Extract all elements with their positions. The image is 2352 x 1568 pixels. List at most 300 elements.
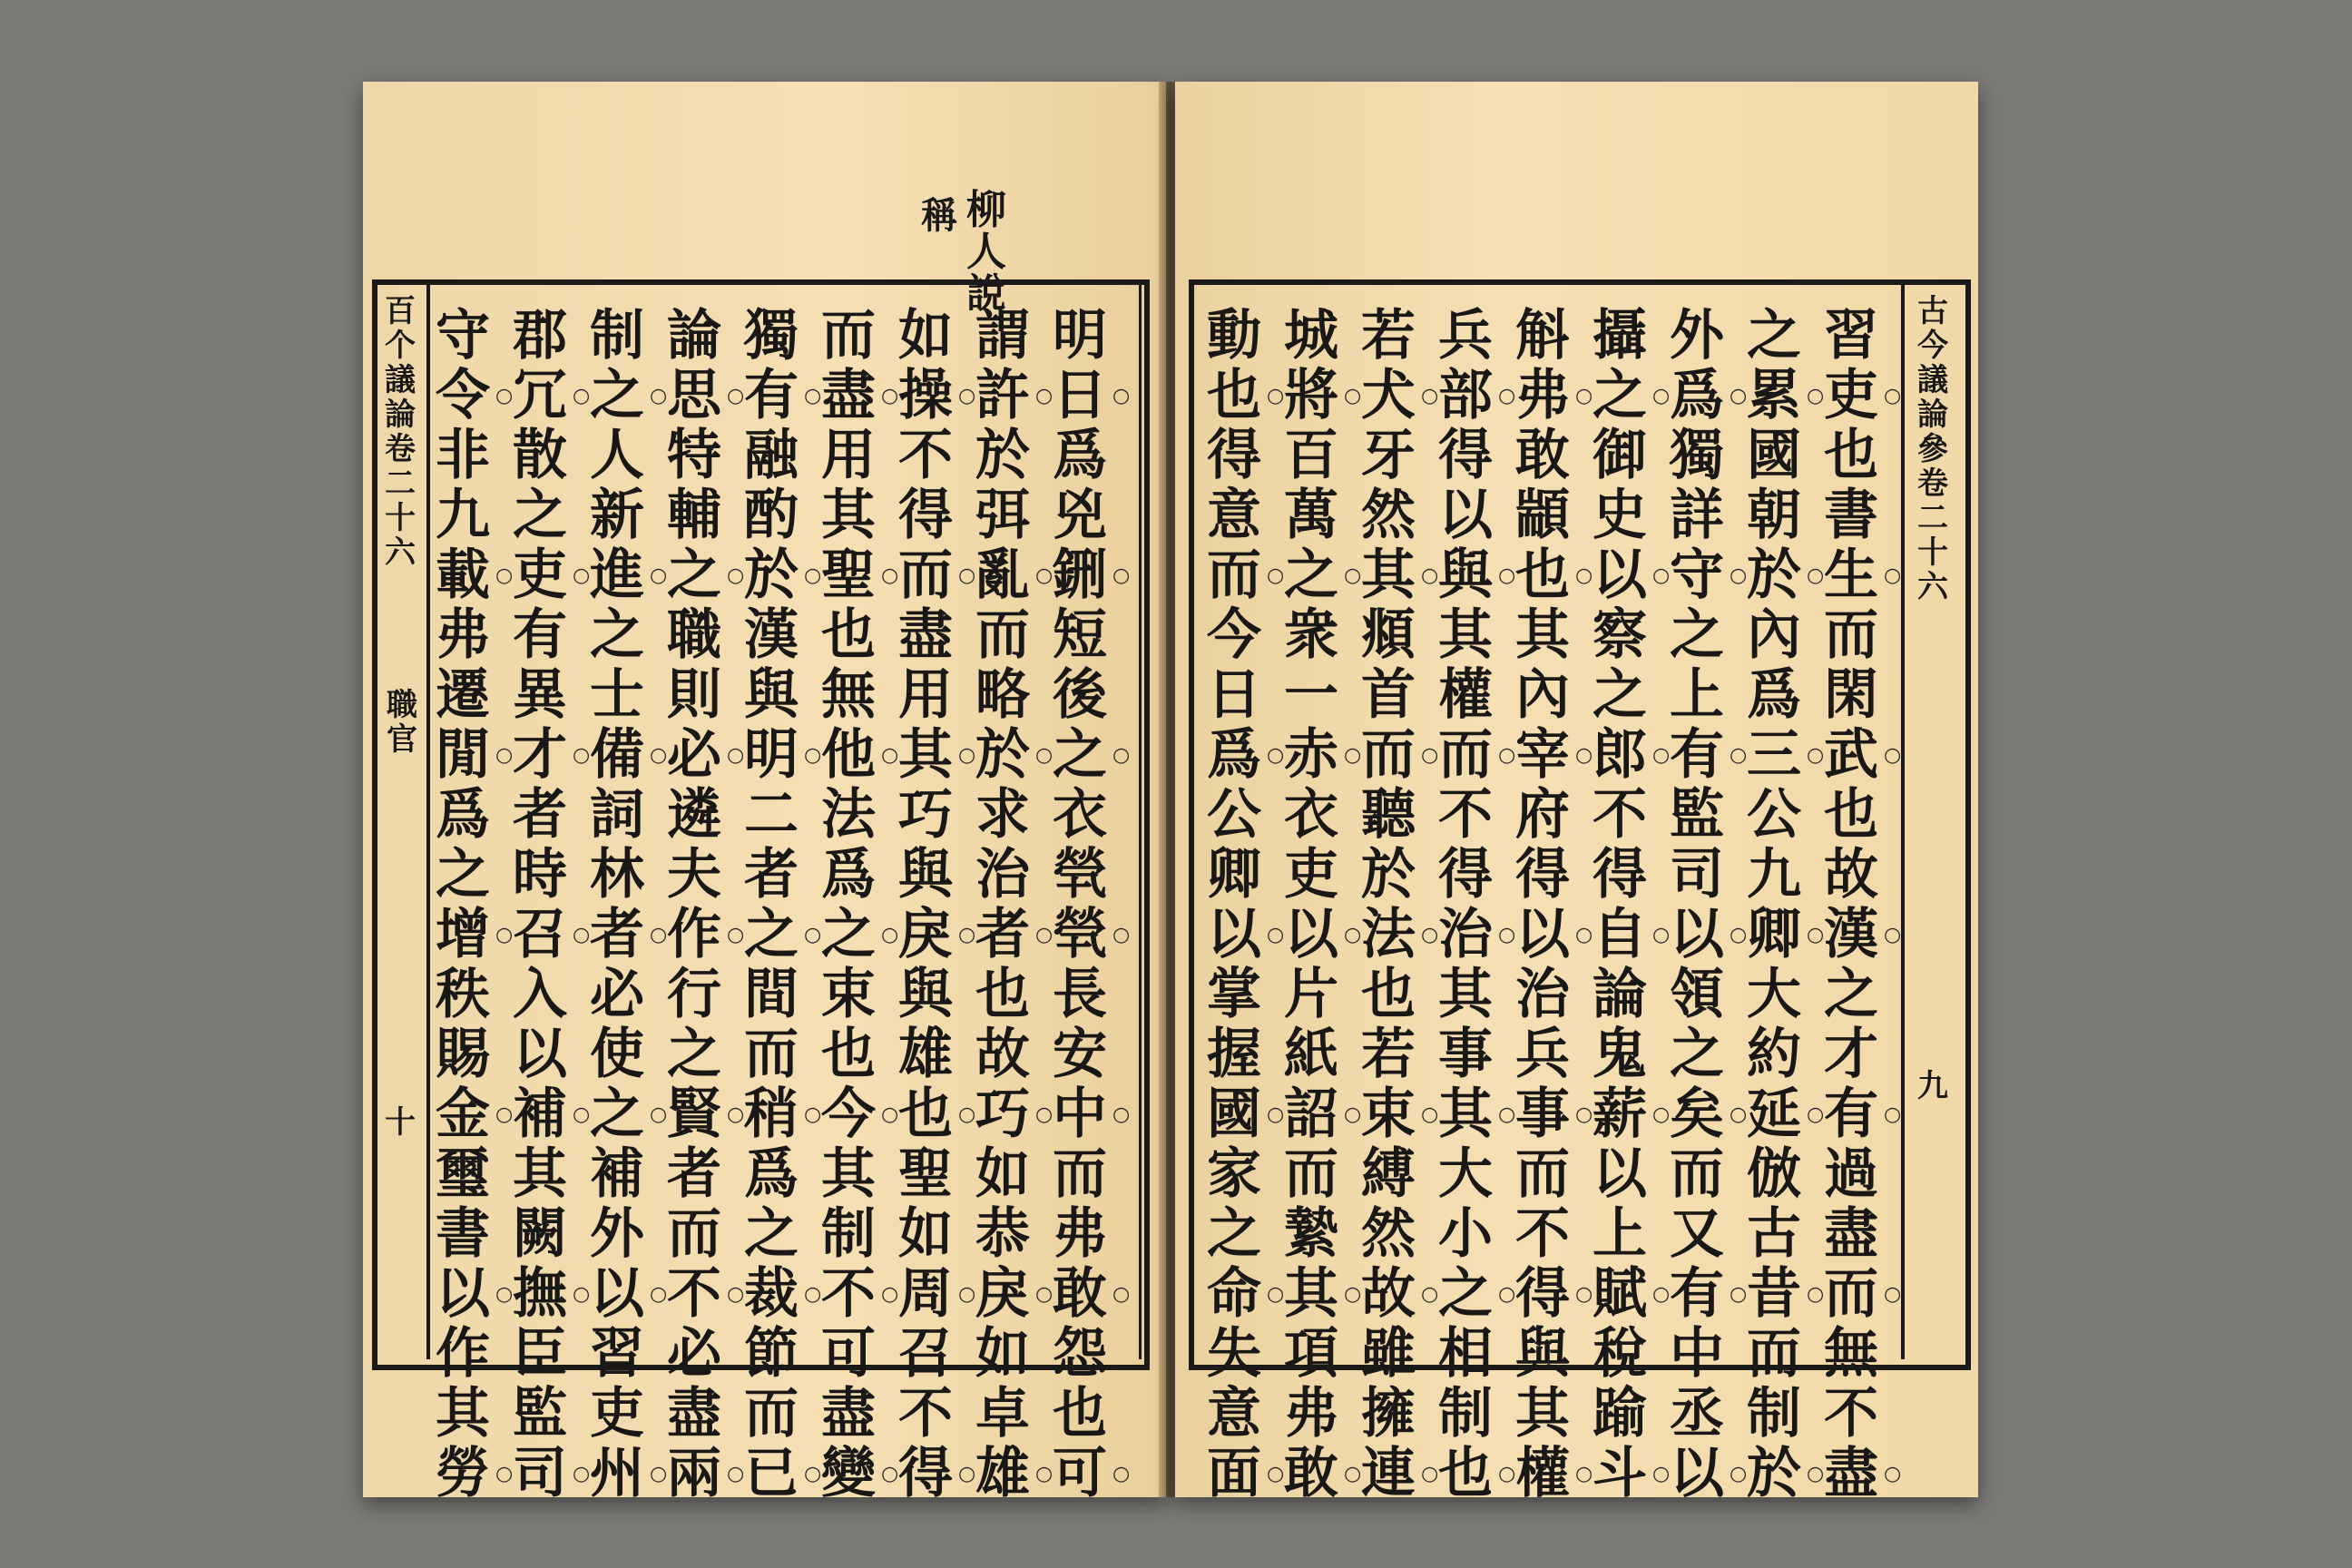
left-text-column-char: 作	[436, 1322, 490, 1386]
left-text-column-char: 載	[436, 544, 490, 607]
left-text-column-char: 間	[744, 963, 799, 1026]
right-text-column-char: 宰	[1515, 723, 1570, 787]
right-text-column-char: 盡	[1824, 1442, 1878, 1505]
right-text-column-char: 首	[1361, 663, 1416, 727]
left-text-column-5	[744, 304, 799, 1506]
left-text-marks-7: ○ ○ ○ ○ ○ ○ ○	[650, 385, 668, 1485]
right-text-column-char: 制	[1747, 1382, 1801, 1446]
right-text-column-char: 爲	[1670, 364, 1724, 427]
left-text-column-char: 散	[513, 424, 567, 487]
right-text-column-char: 書	[1824, 484, 1878, 547]
right-text-column-char: 之	[1592, 663, 1647, 727]
left-text-column-char: 而	[667, 1202, 721, 1266]
left-text-column-char: 後	[1053, 663, 1107, 727]
left-text-column-char: 備	[590, 723, 644, 787]
right-text-column-char: 權	[1438, 663, 1493, 727]
right-text-column-char: 動	[1207, 304, 1261, 368]
right-text-column-char: 九	[1747, 843, 1801, 906]
right-text-column-char: 而	[1670, 1142, 1724, 1206]
right-text-column-char: 御	[1592, 424, 1647, 487]
right-text-column-char: 之	[1207, 1202, 1261, 1266]
right-text-column-char: 故	[1824, 843, 1878, 906]
left-text-column-char: 爲	[436, 783, 490, 847]
left-text-column-char: 長	[1053, 963, 1107, 1026]
left-text-column-char: 雄	[898, 1023, 953, 1086]
left-text-column-char: 人	[590, 424, 644, 487]
right-text-column-char: 詔	[1284, 1083, 1338, 1146]
left-text-column-char: 才	[513, 723, 567, 787]
right-text-column-char: 而	[1284, 1142, 1338, 1206]
right-text-column-char: 薪	[1592, 1083, 1647, 1146]
left-text-column-char: 之	[744, 1202, 799, 1266]
right-margin-label-char: 論	[1917, 397, 1948, 433]
right-text-column-char: 上	[1670, 663, 1724, 727]
left-text-column-char: 特	[667, 424, 721, 487]
left-text-column-char: 如	[975, 1142, 1030, 1206]
left-margin-label	[385, 293, 416, 572]
right-text-column-char: 項	[1284, 1322, 1338, 1386]
left-text-column-char: 敢	[1053, 1262, 1107, 1326]
right-text-column-char: 過	[1824, 1142, 1878, 1206]
right-text-column-char: 部	[1438, 364, 1493, 427]
left-text-column-char: 異	[513, 663, 567, 727]
right-text-column-char: 中	[1670, 1322, 1724, 1386]
left-text-column-2	[975, 304, 1030, 1506]
left-text-column-char: 之	[821, 903, 876, 966]
right-text-column-char: 其	[1361, 544, 1416, 607]
left-text-column-char: 臣	[513, 1322, 567, 1386]
left-text-column-char: 召	[513, 903, 567, 966]
left-margin-label-char: 論	[385, 397, 416, 433]
right-text-column-char: 於	[1747, 544, 1801, 607]
left-text-column-char: 節	[744, 1322, 799, 1386]
right-text-column-char: 面	[1207, 1442, 1261, 1505]
left-text-column-char: 與	[898, 963, 953, 1026]
right-text-column-2	[1747, 304, 1801, 1506]
left-text-column-char: 必	[590, 963, 644, 1026]
right-text-column-char: 於	[1747, 1442, 1801, 1505]
left-text-column-char: 也	[975, 963, 1030, 1026]
right-text-column-3	[1670, 304, 1724, 1506]
right-text-column-char: 若	[1361, 304, 1416, 368]
right-text-column-char: 詳	[1670, 484, 1724, 547]
left-text-column-char: 盡	[898, 603, 953, 667]
left-text-column-char: 之	[744, 903, 799, 966]
left-text-column-char: 可	[821, 1322, 876, 1386]
right-text-column-char: 大	[1747, 963, 1801, 1026]
left-text-column-char: 不	[821, 1262, 876, 1326]
right-text-column-char: 漢	[1824, 903, 1878, 966]
right-text-column-char: 以	[1284, 903, 1338, 966]
right-text-column-char: 而	[1824, 1262, 1878, 1326]
left-text-column-char: 戾	[898, 903, 953, 966]
left-text-column-char: 行	[667, 963, 721, 1026]
right-text-column-char: 吏	[1284, 843, 1338, 906]
left-text-column-char: 者	[513, 783, 567, 847]
left-text-marks-4: ○ ○ ○ ○ ○ ○ ○	[881, 385, 899, 1485]
left-text-column-char: 必	[667, 1322, 721, 1386]
left-text-column-char: 召	[898, 1322, 953, 1386]
left-text-column-char: 者	[975, 903, 1030, 966]
right-text-column-char: 兵	[1515, 1023, 1570, 1086]
right-text-column-7	[1361, 304, 1416, 1506]
right-text-column-char: 斗	[1592, 1442, 1647, 1505]
right-text-column-char: 制	[1438, 1382, 1493, 1446]
right-text-marks-4: ○ ○ ○ ○ ○ ○ ○	[1652, 385, 1671, 1485]
right-text-column-char: 其	[1515, 1382, 1570, 1446]
right-text-column-char: 不	[1824, 1382, 1878, 1446]
right-text-column-char: 於	[1361, 843, 1416, 906]
right-margin-page-number-char: 九	[1917, 1068, 1948, 1104]
right-text-column-char: 日	[1207, 663, 1261, 727]
left-heading-col-1-char: 說	[966, 270, 1006, 317]
left-text-column-char: 冗	[513, 364, 567, 427]
left-text-column-char: 中	[1053, 1083, 1107, 1146]
right-margin-label-char: 參	[1917, 431, 1948, 467]
right-text-column-char: 弗	[1515, 364, 1570, 427]
left-text-column-4	[821, 304, 876, 1506]
left-text-column-char: 之	[436, 843, 490, 906]
left-text-column-char: 璽	[436, 1142, 490, 1206]
right-text-column-char: 以	[1207, 903, 1261, 966]
left-text-column-char: 明	[744, 723, 799, 787]
right-text-column-char: 家	[1207, 1142, 1261, 1206]
left-text-column-char: 士	[590, 663, 644, 727]
left-text-column-char: 書	[436, 1202, 490, 1266]
left-text-column-char: 新	[590, 484, 644, 547]
right-text-column-char: 又	[1670, 1202, 1724, 1266]
right-text-column-char: 史	[1592, 484, 1647, 547]
right-text-column-char: 將	[1284, 364, 1338, 427]
left-text-column-char: 輔	[667, 484, 721, 547]
left-text-column-char: 作	[667, 903, 721, 966]
left-text-column-char: 必	[667, 723, 721, 787]
right-text-column-char: 監	[1670, 783, 1724, 847]
left-text-column-char: 酌	[744, 484, 799, 547]
left-text-column-char: 用	[821, 424, 876, 487]
right-text-column-char: 倣	[1747, 1142, 1801, 1206]
left-text-column-char: 增	[436, 903, 490, 966]
left-text-column-char: 之	[590, 1083, 644, 1146]
right-text-column-char: 也	[1207, 364, 1261, 427]
right-text-column-char: 武	[1824, 723, 1878, 787]
left-text-column-char: 使	[590, 1023, 644, 1086]
left-text-column-char: 卓	[975, 1382, 1030, 1446]
left-text-column-char: 秩	[436, 963, 490, 1026]
right-text-column-char: 習	[1824, 304, 1878, 368]
left-text-column-char: 郡	[513, 304, 567, 368]
right-text-column-char: 爲	[1207, 723, 1261, 787]
right-text-column-char: 延	[1747, 1083, 1801, 1146]
left-text-column-char: 賜	[436, 1023, 490, 1086]
right-text-column-char: 犬	[1361, 364, 1416, 427]
right-text-column-char: 得	[1515, 1262, 1570, 1326]
right-text-column-char: 握	[1207, 1023, 1261, 1086]
left-text-column-char: 之	[590, 603, 644, 667]
left-text-column-char: 變	[821, 1442, 876, 1505]
left-text-column-char: 亂	[975, 544, 1030, 607]
left-text-column-char: 略	[975, 663, 1030, 727]
right-text-column-char: 之	[1670, 1023, 1724, 1086]
left-text-column-char: 二	[744, 783, 799, 847]
right-text-column-char: 擁	[1361, 1382, 1416, 1446]
left-text-column-char: 有	[744, 364, 799, 427]
right-text-column-char: 衆	[1284, 603, 1338, 667]
right-text-column-char: 有	[1824, 1083, 1878, 1146]
left-text-column-char: 其	[436, 1382, 490, 1446]
right-text-column-char: 卿	[1747, 903, 1801, 966]
right-text-column-char: 而	[1207, 544, 1261, 607]
left-text-column-char: 雄	[975, 1442, 1030, 1505]
left-text-column-char: 時	[513, 843, 567, 906]
left-text-column-char: 補	[590, 1142, 644, 1206]
right-text-column-char: 矣	[1670, 1083, 1724, 1146]
left-text-column-char: 盡	[821, 364, 876, 427]
right-text-column-char: 意	[1207, 1382, 1261, 1446]
left-text-column-char: 爲	[744, 1142, 799, 1206]
right-text-column-char: 內	[1747, 603, 1801, 667]
right-text-column-char: 無	[1824, 1322, 1878, 1386]
left-margin-sub	[387, 687, 417, 759]
left-text-column-char: 無	[821, 663, 876, 727]
left-text-column-char: 兩	[667, 1442, 721, 1505]
left-text-column-char: 也	[898, 1083, 953, 1146]
right-text-column-char: 命	[1207, 1262, 1261, 1326]
left-text-column-char: 他	[821, 723, 876, 787]
left-text-column-char: 於	[975, 424, 1030, 487]
left-text-column-char: 周	[898, 1262, 953, 1326]
left-text-column-char: 而	[821, 304, 876, 368]
left-heading-col-2-char: 稱	[921, 194, 957, 237]
left-text-column-char: 其	[821, 484, 876, 547]
left-text-column-char: 怨	[1053, 1322, 1107, 1386]
right-text-marks-7: ○ ○ ○ ○ ○ ○ ○	[1421, 385, 1439, 1485]
left-text-column-char: 而	[1053, 1142, 1107, 1206]
right-margin-label-char: 議	[1917, 362, 1948, 398]
right-text-column-char: 弗	[1284, 1382, 1338, 1446]
right-text-column-char: 朝	[1747, 484, 1801, 547]
right-text-column-char: 而	[1438, 723, 1493, 787]
left-text-column-char: 也	[821, 603, 876, 667]
left-text-marks-6: ○ ○ ○ ○ ○ ○ ○	[727, 385, 745, 1485]
left-text-column-char: 如	[898, 1202, 953, 1266]
right-text-column-char: 而	[1824, 603, 1878, 667]
right-text-column-char: 大	[1438, 1142, 1493, 1206]
left-text-column-9	[436, 304, 490, 1506]
left-text-column-char: 爲	[821, 843, 876, 906]
left-text-column-char: 之	[590, 364, 644, 427]
book-spread	[363, 82, 1978, 1506]
left-text-column-char: 撫	[513, 1262, 567, 1326]
right-text-column-char: 以	[1592, 1142, 1647, 1206]
right-text-column-char: 縛	[1361, 1142, 1416, 1206]
right-text-column-char: 鬼	[1592, 1023, 1647, 1086]
left-text-column-char: 獨	[744, 304, 799, 368]
left-text-column-char: 謂	[975, 304, 1030, 368]
right-text-column-char: 賦	[1592, 1262, 1647, 1326]
right-text-column-char: 得	[1438, 843, 1493, 906]
left-frame-inner-line	[1139, 279, 1142, 1359]
left-text-column-char: 而	[898, 544, 953, 607]
left-text-column-7	[590, 304, 644, 1506]
right-margin-label-char: 二	[1917, 500, 1948, 536]
right-text-column-char: 領	[1670, 963, 1724, 1026]
right-text-marks-2: ○ ○ ○ ○ ○ ○ ○	[1807, 385, 1825, 1485]
left-text-column-char: 煢	[1053, 903, 1107, 966]
right-text-column-char: 得	[1438, 424, 1493, 487]
left-text-column-char: 以	[436, 1262, 490, 1326]
right-text-column-char: 赤	[1284, 723, 1338, 787]
left-text-column-char: 其	[513, 1142, 567, 1206]
right-text-column-char: 紙	[1284, 1023, 1338, 1086]
right-text-column-char: 昔	[1747, 1262, 1801, 1326]
right-text-column-char: 之	[1284, 544, 1338, 607]
left-text-column-char: 於	[744, 544, 799, 607]
right-text-column-char: 得	[1515, 843, 1570, 906]
right-text-column-char: 而	[1515, 1142, 1570, 1206]
right-text-column-char: 事	[1515, 1083, 1570, 1146]
right-margin-label-char: 六	[1917, 569, 1948, 605]
left-text-column-char: 而	[975, 603, 1030, 667]
right-text-column-4	[1592, 304, 1647, 1506]
right-text-column-char: 相	[1438, 1322, 1493, 1386]
right-text-column-char: 其	[1438, 603, 1493, 667]
left-text-column-char: 制	[590, 304, 644, 368]
left-text-column-char: 制	[821, 1202, 876, 1266]
right-text-column-char: 之	[1438, 1262, 1493, 1326]
right-text-column-char: 掌	[1207, 963, 1261, 1026]
right-text-column-char: 得	[1207, 424, 1261, 487]
left-text-column-3	[898, 304, 953, 1506]
right-text-column-char: 聽	[1361, 783, 1416, 847]
right-text-column-char: 外	[1670, 304, 1724, 368]
right-margin-label	[1917, 293, 1948, 606]
left-text-column-char: 聖	[898, 1142, 953, 1206]
left-text-column-char: 於	[975, 723, 1030, 787]
right-text-column-char: 府	[1515, 783, 1570, 847]
right-text-column-char: 上	[1592, 1202, 1647, 1266]
left-text-column-char: 之	[667, 1023, 721, 1086]
right-text-column-char: 其	[1284, 1262, 1338, 1326]
left-text-column-char: 兇	[1053, 484, 1107, 547]
right-text-column-char: 敢	[1515, 424, 1570, 487]
right-text-column-char: 城	[1284, 304, 1338, 368]
right-text-column-char: 衣	[1284, 783, 1338, 847]
right-text-column-char: 其	[1438, 1083, 1493, 1146]
right-text-column-char: 卿	[1207, 843, 1261, 906]
right-text-column-char: 自	[1592, 903, 1647, 966]
right-text-column-char: 之	[1592, 364, 1647, 427]
right-text-column-char: 司	[1670, 843, 1724, 906]
right-text-column-char: 之	[1670, 603, 1724, 667]
left-text-column-char: 治	[975, 843, 1030, 906]
right-text-column-8	[1284, 304, 1338, 1506]
left-text-column-char: 盡	[821, 1382, 876, 1446]
left-text-column-char: 令	[436, 364, 490, 427]
right-text-column-char: 而	[1747, 1322, 1801, 1386]
right-text-column-5	[1515, 304, 1570, 1506]
right-text-column-char: 斛	[1515, 304, 1570, 368]
right-text-column-char: 牙	[1361, 424, 1416, 487]
left-text-marks-3: ○ ○ ○ ○ ○ ○ ○	[958, 385, 976, 1485]
left-text-column-char: 監	[513, 1382, 567, 1446]
right-text-column-char: 縶	[1284, 1202, 1338, 1266]
right-margin-label-char: 古	[1917, 293, 1948, 329]
left-margin-label-char: 二	[385, 466, 416, 502]
left-text-column-char: 職	[667, 603, 721, 667]
left-text-column-char: 以	[590, 1262, 644, 1326]
right-text-column-char: 連	[1361, 1442, 1416, 1505]
right-text-column-char: 也	[1361, 963, 1416, 1026]
left-text-column-char: 以	[513, 1023, 567, 1086]
left-heading-col-1-char: 人	[966, 229, 1006, 275]
left-text-column-char: 而	[744, 1023, 799, 1086]
left-text-column-char: 許	[975, 364, 1030, 427]
left-text-column-char: 閒	[436, 723, 490, 787]
left-text-column-char: 可	[1053, 1442, 1107, 1505]
left-text-column-char: 弭	[975, 484, 1030, 547]
right-text-column-char: 束	[1361, 1083, 1416, 1146]
left-text-column-char: 束	[821, 963, 876, 1026]
left-text-marks-5: ○ ○ ○ ○ ○ ○ ○	[804, 385, 822, 1485]
right-text-marks-8: ○ ○ ○ ○ ○ ○ ○	[1344, 385, 1362, 1485]
left-text-column-char: 巧	[898, 783, 953, 847]
right-text-column-char: 古	[1747, 1202, 1801, 1266]
right-text-column-char: 約	[1747, 1023, 1801, 1086]
right-text-column-char: 治	[1438, 903, 1493, 966]
right-text-column-char: 生	[1824, 544, 1878, 607]
right-text-column-char: 事	[1438, 1023, 1493, 1086]
right-text-column-char: 治	[1515, 963, 1570, 1026]
right-text-marks-6: ○ ○ ○ ○ ○ ○ ○	[1498, 385, 1516, 1485]
right-text-column-char: 法	[1361, 903, 1416, 966]
left-text-column-char: 煢	[1053, 843, 1107, 906]
left-text-column-char: 金	[436, 1083, 490, 1146]
left-margin-label-char: 百	[385, 293, 416, 329]
left-text-column-char: 其	[821, 1142, 876, 1206]
right-text-column-char: 萬	[1284, 484, 1338, 547]
right-text-column-char: 與	[1438, 544, 1493, 607]
right-text-column-char: 三	[1747, 723, 1801, 787]
left-text-column-char: 不	[898, 1382, 953, 1446]
right-text-column-char: 有	[1670, 1262, 1724, 1326]
left-text-column-char: 補	[513, 1083, 567, 1146]
left-text-column-char: 遴	[667, 783, 721, 847]
right-text-column-char: 公	[1207, 783, 1261, 847]
left-text-column-char: 非	[436, 424, 490, 487]
right-text-column-char: 今	[1207, 603, 1261, 667]
right-text-column-char: 頫	[1361, 603, 1416, 667]
left-text-column-char: 之	[1053, 723, 1107, 787]
right-text-column-char: 然	[1361, 484, 1416, 547]
right-text-column-char: 而	[1361, 723, 1416, 787]
left-text-column-char: 操	[898, 364, 953, 427]
right-text-column-char: 小	[1438, 1202, 1493, 1266]
left-margin-page-number-char: 十	[385, 1104, 416, 1141]
left-text-column-char: 林	[590, 843, 644, 906]
left-page	[363, 82, 1166, 1505]
right-text-column-char: 也	[1515, 544, 1570, 607]
left-text-column-char: 衣	[1053, 783, 1107, 847]
right-text-column-char: 之	[1824, 963, 1878, 1026]
right-text-column-char: 吏	[1824, 364, 1878, 427]
left-margin-sub-char: 官	[387, 721, 417, 758]
left-text-column-char: 者	[590, 903, 644, 966]
left-text-column-char: 與	[898, 843, 953, 906]
right-text-column-char: 論	[1592, 963, 1647, 1026]
left-heading-col-2	[921, 194, 957, 237]
left-text-column-char: 司	[513, 1442, 567, 1505]
